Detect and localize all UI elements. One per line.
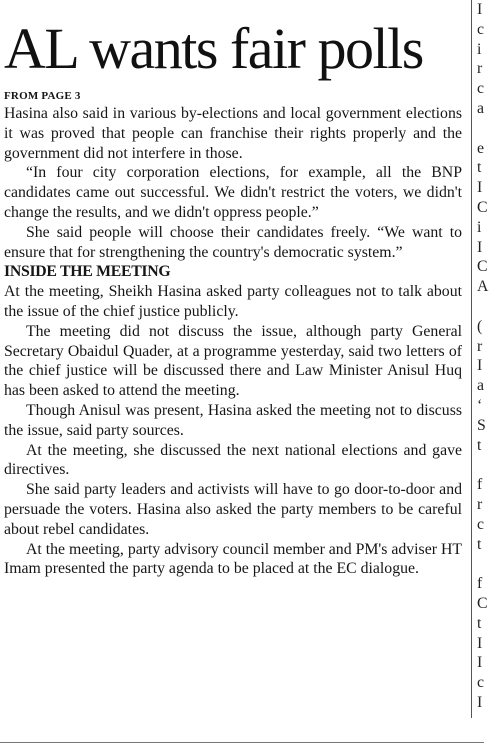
paragraph: She said party leaders and activists will have to go door-to-door and persuade the voters. Hasina also asked the party members to be careful about rebel candidates.: [4, 481, 462, 538]
neighbor-fragment: ‘: [477, 396, 483, 414]
neighbor-fragment: f: [477, 575, 483, 593]
neighbor-fragment: c: [477, 515, 485, 533]
neighbor-fragment: C: [477, 198, 488, 216]
headline: AL wants fair polls: [4, 16, 423, 81]
neighbor-fragment: t: [477, 614, 482, 632]
neighbor-fragment: [477, 455, 497, 475]
neighbor-fragment: r: [477, 60, 483, 78]
paragraph: The meeting did not discuss the issue, although party General Secretary Obaidul Quader, at a programme yesterday, said two letters of the chief justice will be discussed there and Law Minister Anisul Huq has been asked to attend the meeting.: [4, 322, 462, 400]
column-divider: [471, 0, 472, 718]
jump-label: FROM PAGE 3: [4, 90, 81, 102]
paragraph: “In four city corporation elections, for example, all the BNP candidates came out successful. We didn't restrict the voters, we didn't change the results, and we didn't oppress people.”: [4, 164, 462, 221]
neighbor-fragment: [477, 554, 497, 574]
neighbor-fragment: e: [477, 139, 485, 157]
neighbor-fragment: t: [477, 436, 482, 454]
article: [4, 18, 462, 579]
neighbor-fragment: I: [477, 634, 483, 652]
neighbor-fragment: I: [477, 654, 483, 672]
neighbor-fragment: I: [477, 179, 483, 197]
neighbor-fragment: (: [477, 317, 483, 335]
neighbor-fragment: a: [477, 99, 485, 117]
neighbor-fragment: A: [477, 278, 489, 296]
neighbor-fragment: c: [477, 20, 485, 38]
subheading: INSIDE THE MEETING: [4, 263, 171, 281]
neighbor-fragment: t: [477, 535, 482, 553]
paragraph: Though Anisul was present, Hasina asked the meeting not to discuss the issue, said party sources.: [4, 401, 462, 439]
paragraph: At the meeting, Sheikh Hasina asked party colleagues not to talk about the issue of the chief justice publicly.: [4, 283, 462, 320]
paragraph: At the meeting, party advisory council member and PM's adviser HT Imam presented the party agenda to be placed at the EC dialogue.: [4, 540, 462, 578]
neighbor-column-fragments: [477, 0, 497, 713]
neighbor-fragment: r: [477, 337, 483, 355]
article-body: [4, 104, 462, 579]
neighbor-fragment: I: [477, 693, 483, 711]
neighbor-fragment: i: [477, 40, 482, 58]
neighbor-fragment: f: [477, 476, 483, 494]
neighbor-fragment: I: [477, 1, 483, 18]
neighbor-fragment: t: [477, 159, 482, 177]
paragraph: Hasina also said in various by-elections and local government elections it was proved that people can franchise their rights properly and the government did not interfere in those.: [4, 105, 462, 162]
neighbor-fragment: [477, 119, 497, 139]
neighbor-fragment: i: [477, 218, 482, 236]
neighbor-fragment: I: [477, 238, 483, 256]
page-bottom-rule: [0, 742, 484, 743]
neighbor-fragment: [477, 297, 497, 317]
neighbor-fragment: c: [477, 674, 485, 692]
paragraph: At the meeting, she discussed the next national elections and gave directives.: [4, 441, 462, 479]
neighbor-fragment: C: [477, 258, 488, 276]
neighbor-fragment: r: [477, 495, 483, 513]
neighbor-fragment: I: [477, 357, 483, 375]
paragraph: She said people will choose their candidates freely. “We want to ensure that for strengthening the country's democratic system.”: [4, 223, 462, 261]
neighbor-fragment: S: [477, 416, 486, 434]
neighbor-fragment: C: [477, 594, 488, 612]
neighbor-fragment: c: [477, 80, 485, 98]
neighbor-fragment: a: [477, 377, 485, 395]
